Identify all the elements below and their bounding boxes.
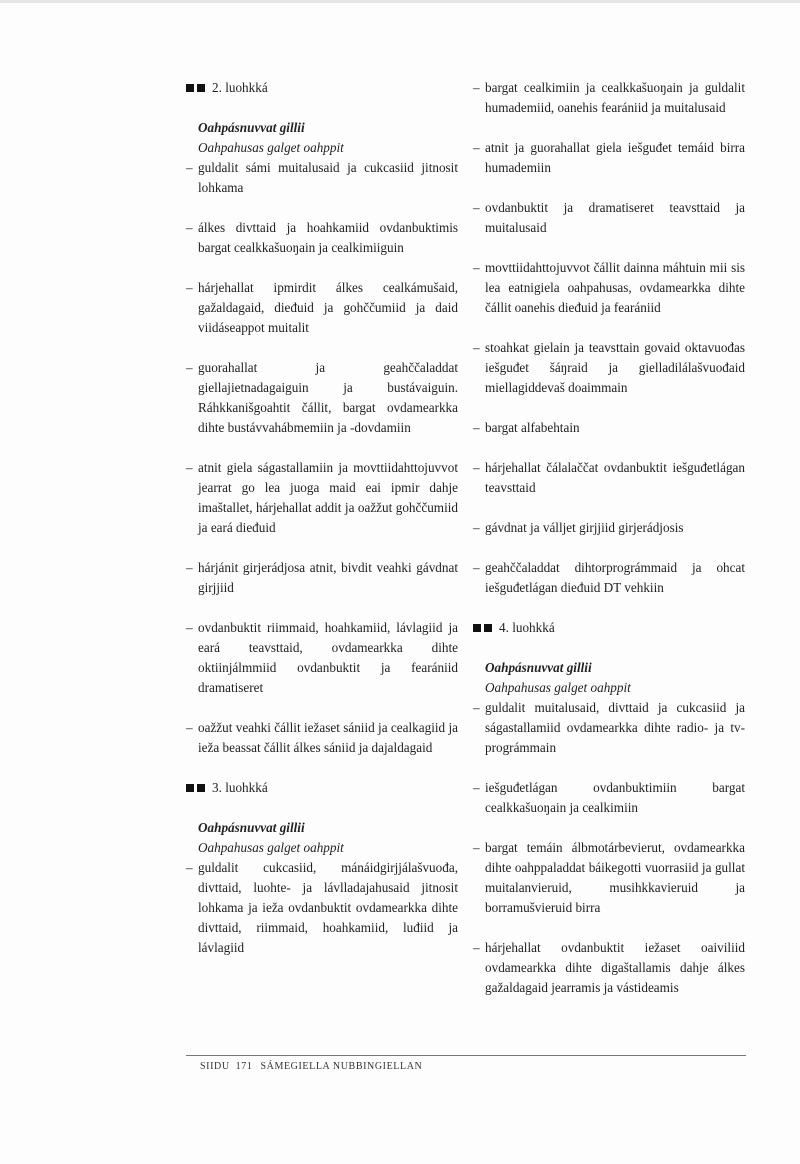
list-item: – álkes divttaid ja hoahkamiid ovdanbuktimis bargat cealkkašuoŋain ja cealkimiiguin xyxy=(186,220,458,255)
section-2-goal-title: Oahpásnuvvat gillii xyxy=(198,120,305,135)
bullet-square-icon xyxy=(197,784,205,792)
list-item: – hárjehallat ipmirdit álkes cealkámušaid, gažaldagaid, dieđuid ja gohččumiid ja daid viidáseappot muitalit xyxy=(186,280,458,335)
section-4-label: 4. luohkká xyxy=(499,620,555,635)
section-2-label: 2. luohkká xyxy=(212,80,268,95)
list-item: – guldalit sámi muitalusaid ja cukcasiid jitnosit lohkama xyxy=(186,160,458,195)
list-item: – ovdanbuktit riimmaid, hoahkamiid, lávlagiid ja eará teavsttaid, ovdamearkka dihte oktiinjálmmiid ovdanbuktit ja fearániid dramatiseret xyxy=(186,620,458,695)
bullet-square-icon xyxy=(473,624,481,632)
list-item: – atnit giela ságastallamiin ja movttiidahttojuvvot jearrat go lea juoga maid eai ipmir dahje imaštallet, hárjehallat addit ja oažžut gohččumiid ja eará dieđuid xyxy=(186,460,458,535)
section-4-heading xyxy=(473,618,745,638)
list-item: – hárjehallat ovdanbuktit iežaset oaiviliid ovdamearkka dihte digaštallamis dahje álkes gažaldagaid jearramis ja vástideamis xyxy=(473,940,745,995)
section-2-heading xyxy=(186,78,458,98)
list-item: – atnit ja guorahallat giela iešguđet temáid birra humademiin xyxy=(473,140,745,175)
list-item: – movttiidahttojuvvot čállit dainna máhtuin mii sis lea eatnigiela oahpahusas, ovdamearkka dihte čállit oanehis dieđuid ja fearániid xyxy=(473,260,745,315)
list-item: – hárjánit girjerádjosa atnit, bivdit veahki gávdnat girjjiid xyxy=(186,560,458,595)
list-item: – guorahallat ja geahččaladdat giellajietnadagaiguin ja bustávaiguin. Ráhkkanišgoahtit čállit, bargat ovdamearkka dihte bustávvahábmemiin ja -dovdamiin xyxy=(186,360,458,435)
left-column xyxy=(186,78,458,978)
footer-rule xyxy=(186,1055,746,1056)
footer-book-title: SÁMEGIELLA NUBBINGIELLAN xyxy=(260,1061,423,1072)
list-item: – hárjehallat čálalaččat ovdanbuktit iešguđetlágan teavsttaid xyxy=(473,460,745,495)
list-item: – ovdanbuktit ja dramatiseret teavsttaid ja muitalusaid xyxy=(473,200,745,235)
list-item: – bargat cealkimiin ja cealkkašuoŋain ja guldalit humademiid, oanehis fearániid ja muitalusaid xyxy=(473,80,745,115)
page-footer xyxy=(200,1061,422,1072)
section-3-goal-title: Oahpásnuvvat gillii xyxy=(198,820,305,835)
bullet-square-icon xyxy=(484,624,492,632)
section-4-goal-title: Oahpásnuvvat gillii xyxy=(485,660,592,675)
section-3-goal-subtitle: Oahpahusas galget oahppit xyxy=(198,840,344,855)
list-item: – bargat temáin álbmotárbevierut, ovdamearkka dihte oahppaladdat báikegotti vuorrasiid ja gullat muitalanvieruid, musihkkavieruid ja borramušvieruid birra xyxy=(473,840,745,915)
bullet-square-icon xyxy=(197,84,205,92)
footer-siidu: SIIDU xyxy=(200,1061,230,1072)
scan-top-edge xyxy=(0,0,800,3)
section-2-goal-subtitle: Oahpahusas galget oahppit xyxy=(198,140,344,155)
list-item: – oažžut veahki čállit iežaset sániid ja cealkagiid ja ieža beassat čállit álkes sániid ja dajaldagaid xyxy=(186,720,458,755)
bullet-square-icon xyxy=(186,84,194,92)
section-4-goal-subtitle: Oahpahusas galget oahppit xyxy=(485,680,631,695)
list-item: – iešguđetlágan ovdanbuktimiin bargat cealkkašuoŋain ja cealkimiin xyxy=(473,780,745,815)
list-item: – guldalit cukcasiid, mánáidgirjjálašvuođa, divttaid, luohte- ja lávlladajahusaid jitnosit lohkama ja ieža ovdanbuktit ovdamearkka dihte divttaid, riimmaid, hoahkamiid, luđiid ja lávlagiid xyxy=(186,860,458,955)
list-item: – bargat alfabehtain xyxy=(473,420,580,435)
list-item: – gávdnat ja válljet girjjiid girjerádjosis xyxy=(473,520,684,535)
right-column xyxy=(473,78,745,1018)
section-3-heading xyxy=(186,778,458,798)
list-item: – stoahkat gielain ja teavsttain govaid oktavuođas iešguđet šáŋraid ja gielladilálašvuođaid miellagiddevaš doaimmain xyxy=(473,340,745,395)
bullet-square-icon xyxy=(186,784,194,792)
page-number: 171 xyxy=(235,1061,253,1072)
list-item: – guldalit muitalusaid, divttaid ja cukcasiid ja ságastallamiid ovdamearkka dihte radio- ja tv-prográmmain xyxy=(473,700,745,755)
section-3-label: 3. luohkká xyxy=(212,780,268,795)
list-item: – geahččaladdat dihtorprográmmaid ja ohcat iešguđetlágan dieđuid DT vehkiin xyxy=(473,560,745,595)
